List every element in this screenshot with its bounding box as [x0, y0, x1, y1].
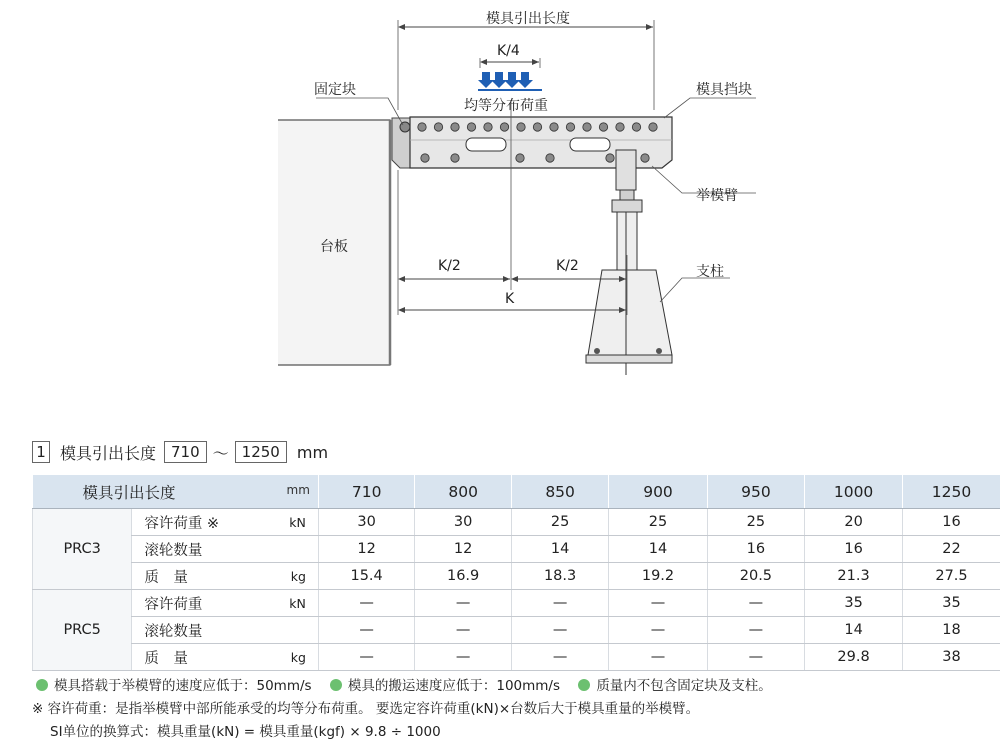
section-min: 710 — [164, 441, 207, 463]
roller-icon — [516, 154, 524, 162]
value-cell: 27.5 — [903, 563, 1000, 590]
header-length: 850 — [511, 475, 608, 509]
value-cell: 19.2 — [609, 563, 707, 590]
bullet-notes-row — [32, 675, 772, 698]
item-cell: 质 量 — [132, 644, 265, 671]
value-cell: 25 — [511, 509, 608, 536]
k2-left-label: K/2 — [438, 258, 461, 274]
bullet-dot-icon — [36, 679, 48, 691]
table-header-row — [33, 475, 1000, 509]
value-cell: — — [511, 617, 608, 644]
value-cell: 20 — [805, 509, 903, 536]
die-stopper-label: 模具挡块 — [696, 79, 752, 99]
value-cell: 20.5 — [707, 563, 804, 590]
value-cell: 35 — [903, 590, 1000, 617]
value-cell: 29.8 — [805, 644, 903, 671]
roller-icon — [517, 123, 525, 131]
unit-cell: kg — [265, 644, 319, 671]
spec-table — [32, 475, 1000, 671]
value-cell: 15.4 — [318, 563, 415, 590]
header-unit: mm — [287, 483, 310, 497]
value-cell: — — [609, 617, 707, 644]
roller-icon — [418, 123, 426, 131]
value-cell: 25 — [609, 509, 707, 536]
table-row — [33, 590, 1000, 617]
support-post-shape — [586, 150, 672, 375]
k2-right-label: K/2 — [556, 258, 579, 274]
value-cell: 30 — [318, 509, 415, 536]
section-max: 1250 — [235, 441, 287, 463]
header-length: 710 — [318, 475, 415, 509]
table-row — [33, 617, 1000, 644]
unit-cell: kg — [265, 563, 319, 590]
section-title: 模具引出长度 — [60, 441, 156, 464]
value-cell: 30 — [415, 509, 512, 536]
value-cell: 14 — [609, 536, 707, 563]
value-cell: — — [318, 644, 415, 671]
notes — [32, 675, 772, 744]
roller-icon — [533, 123, 541, 131]
value-cell: — — [511, 644, 608, 671]
header-length: 1250 — [903, 475, 1000, 509]
value-cell: — — [707, 617, 804, 644]
value-cell: 18 — [903, 617, 1000, 644]
header-length: 1000 — [805, 475, 903, 509]
value-cell: 18.3 — [511, 563, 608, 590]
support-post-label: 支柱 — [696, 261, 724, 281]
k-label: K — [505, 291, 514, 307]
table-row — [33, 536, 1000, 563]
roller-icon — [632, 123, 640, 131]
value-cell: 16 — [805, 536, 903, 563]
header-label-cell — [33, 475, 319, 509]
table-row — [33, 509, 1000, 536]
value-cell: 25 — [707, 509, 804, 536]
roller-icon — [434, 123, 442, 131]
header-label: 模具引出长度 — [83, 484, 176, 502]
k4-label: K/4 — [497, 43, 520, 59]
table-row — [33, 644, 1000, 671]
roller-icon — [500, 123, 508, 131]
roller-icon — [641, 154, 649, 162]
value-cell: 22 — [903, 536, 1000, 563]
section-number: 1 — [32, 441, 50, 463]
value-cell: — — [415, 590, 512, 617]
footnote-si: SI单位的换算式：模具重量(kN) = 模具重量(kgf) × 9.8 ÷ 1000 — [32, 721, 772, 744]
item-cell: 滚轮数量 — [132, 536, 265, 563]
table-row — [33, 563, 1000, 590]
header-length: 950 — [707, 475, 804, 509]
roller-icon — [451, 154, 459, 162]
extension-length-label: 模具引出长度 — [486, 8, 570, 28]
value-cell: 38 — [903, 644, 1000, 671]
value-cell: — — [609, 644, 707, 671]
footnote-load: ※ 容许荷重：是指举模臂中部所能承受的均等分布荷重。 要选定容许荷重(kN)×台数后大于模具重量的举模臂。 — [32, 698, 772, 721]
value-cell: — — [609, 590, 707, 617]
header-length: 900 — [609, 475, 707, 509]
uniform-load-label: 均等分布荷重 — [464, 95, 548, 115]
load-arrows — [478, 72, 533, 88]
roller-icon — [484, 123, 492, 131]
item-cell: 质 量 — [132, 563, 265, 590]
fixed-block-label: 固定块 — [314, 79, 356, 99]
roller-icon — [566, 123, 574, 131]
value-cell: — — [511, 590, 608, 617]
value-cell: 21.3 — [805, 563, 903, 590]
bullet-dot-icon — [330, 679, 342, 691]
section-heading — [32, 440, 328, 464]
value-cell: — — [707, 590, 804, 617]
model-cell: PRC5 — [33, 590, 132, 671]
roller-icon — [606, 154, 614, 162]
roller-icon — [616, 123, 624, 131]
model-cell: PRC3 — [33, 509, 132, 590]
item-cell: 滚轮数量 — [132, 617, 265, 644]
item-cell: 容许荷重 — [132, 590, 265, 617]
roller-icon — [599, 123, 607, 131]
roller-icon — [649, 123, 657, 131]
roller-icon — [583, 123, 591, 131]
value-cell: 16 — [707, 536, 804, 563]
bullet-dot-icon — [578, 679, 590, 691]
roller-icon — [451, 123, 459, 131]
value-cell: 12 — [415, 536, 512, 563]
value-cell: — — [318, 617, 415, 644]
unit-cell: kN — [265, 509, 319, 536]
unit-cell — [265, 617, 319, 644]
bullet-note: 质量内不包含固定块及支柱。 — [596, 678, 772, 694]
item-cell: 容许荷重 ※ — [132, 509, 265, 536]
lifting-arm-label: 举模臂 — [696, 185, 738, 205]
section-sep: ～ — [213, 441, 229, 464]
value-cell: 16 — [903, 509, 1000, 536]
roller-icon — [546, 154, 554, 162]
section-unit: mm — [297, 443, 328, 462]
bullet-note: 模具的搬运速度应低于：100mm/s — [348, 678, 560, 694]
value-cell: 14 — [805, 617, 903, 644]
roller-icon — [550, 123, 558, 131]
value-cell: 16.9 — [415, 563, 512, 590]
value-cell: — — [415, 617, 512, 644]
value-cell: 14 — [511, 536, 608, 563]
value-cell: 12 — [318, 536, 415, 563]
value-cell: — — [707, 644, 804, 671]
header-length: 800 — [415, 475, 512, 509]
platen-label: 台板 — [320, 236, 348, 256]
roller-icon — [467, 123, 475, 131]
value-cell: — — [415, 644, 512, 671]
value-cell: — — [318, 590, 415, 617]
bullet-note: 模具搭载于举模臂的速度应低于：50mm/s — [54, 678, 312, 694]
roller-icon — [421, 154, 429, 162]
value-cell: 35 — [805, 590, 903, 617]
unit-cell — [265, 536, 319, 563]
unit-cell: kN — [265, 590, 319, 617]
